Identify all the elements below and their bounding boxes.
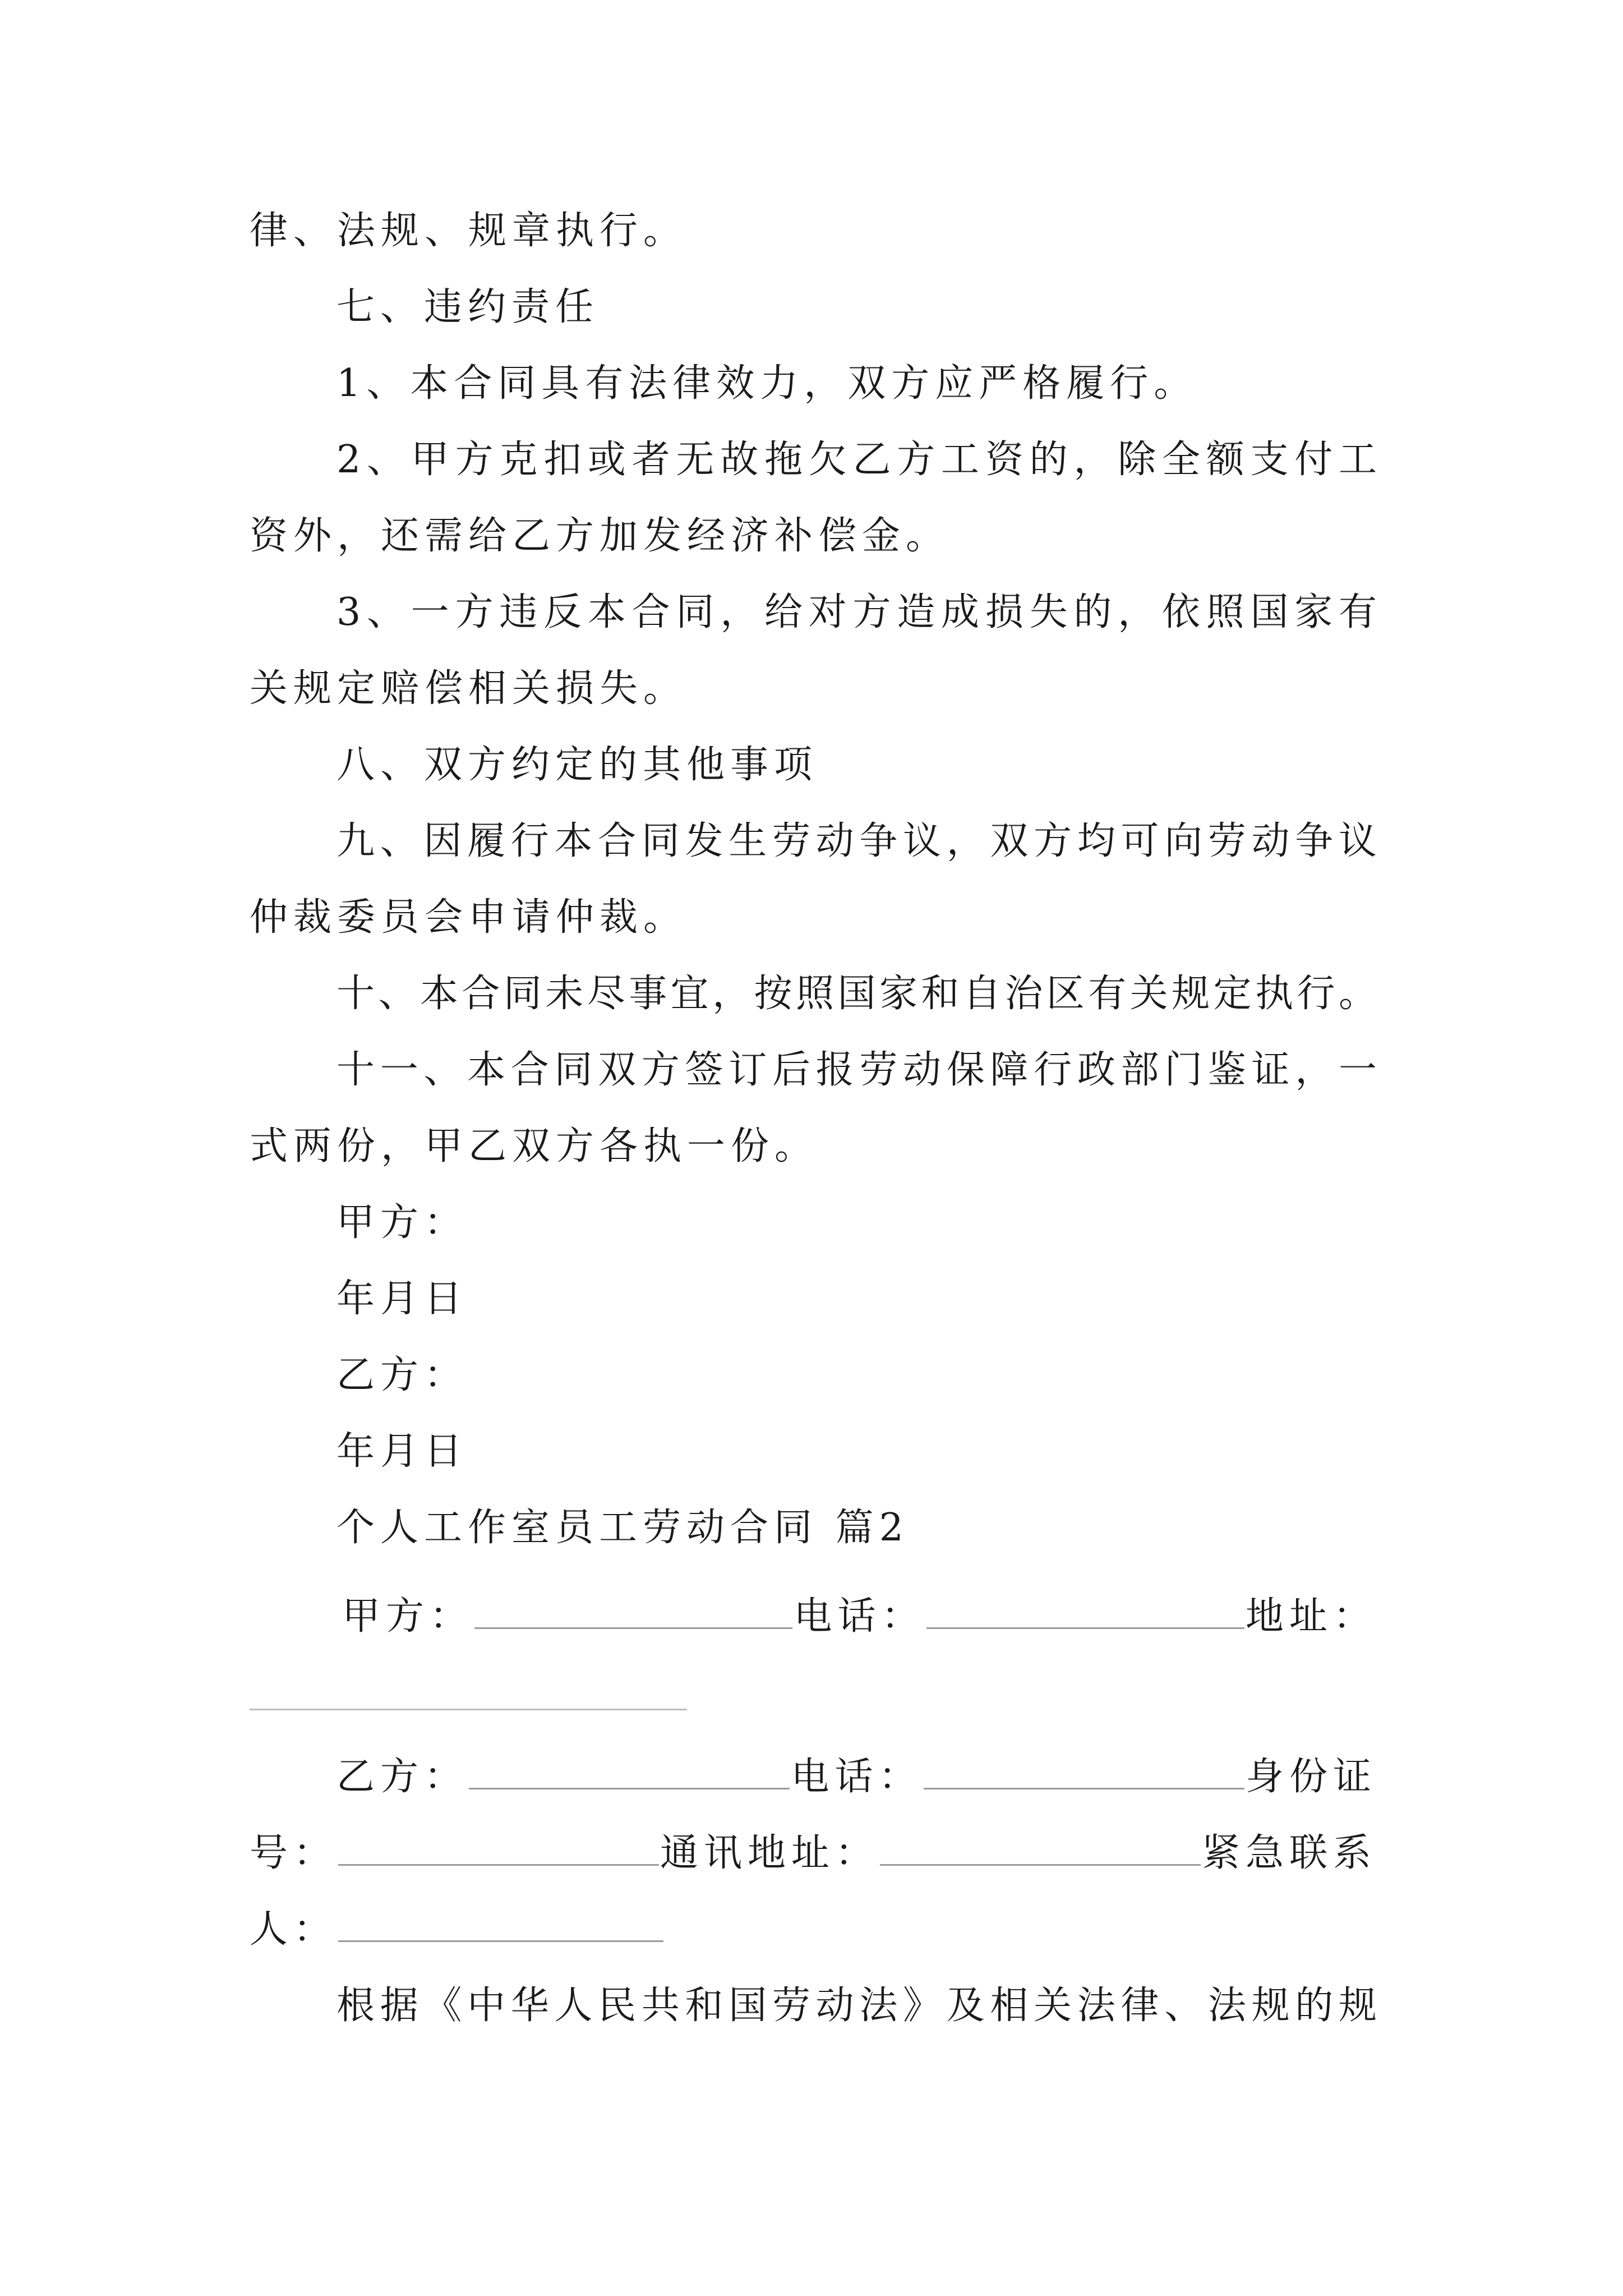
paragraph-line: 3、一方违反本合同，给对方造成损失的，依照国家有 xyxy=(336,590,1377,634)
phone-blank[interactable] xyxy=(924,1786,1244,1789)
signature-party-b: 乙方： xyxy=(336,1353,468,1397)
emergency-form-row xyxy=(250,1907,665,1952)
paragraph-line: 关规定赔偿相关损失。 xyxy=(250,666,688,711)
phone-blank[interactable] xyxy=(926,1626,1244,1629)
phone-label: 电话： xyxy=(794,1594,925,1639)
paragraph-line: 2、甲方克扣或者无故拖欠乙方工资的，除全额支付工 xyxy=(336,438,1377,482)
paragraph-line: 式两份，甲乙双方各执一份。 xyxy=(250,1124,819,1168)
party-b-label: 乙方： xyxy=(336,1755,468,1799)
paragraph-line: 十一、本合同双方签订后报劳动保障行政部门鉴证，一 xyxy=(336,1048,1377,1092)
paragraph-line: 九、因履行本合同发生劳动争议，双方均可向劳动争议 xyxy=(336,819,1377,863)
id-number-blank[interactable] xyxy=(338,1862,659,1866)
party-b-blank[interactable] xyxy=(469,1786,790,1789)
paragraph-line: 律、法规、规章执行。 xyxy=(250,209,688,253)
phone-label: 电话： xyxy=(791,1755,923,1799)
paragraph-line: 1、本合同具有法律效力，双方应严格履行。 xyxy=(336,361,1198,406)
emergency-contact-label: 紧急联系 xyxy=(1201,1831,1377,1875)
address-blank[interactable] xyxy=(250,1709,687,1710)
emergency-contact-label-cont: 人： xyxy=(250,1907,338,1952)
section-heading: 七、违约责任 xyxy=(336,285,600,329)
signature-party-a: 甲方： xyxy=(336,1200,468,1245)
paragraph-line: 资外，还需给乙方加发经济补偿金。 xyxy=(250,514,950,558)
party-a-label: 甲方： xyxy=(342,1594,474,1639)
party-a-blank[interactable] xyxy=(474,1626,792,1629)
emergency-contact-blank[interactable] xyxy=(338,1939,663,1942)
id-number-label: 身份证 xyxy=(1245,1755,1377,1799)
signature-date: 年月日 xyxy=(336,1429,468,1474)
mail-address-label: 通讯地址： xyxy=(660,1831,879,1875)
paragraph-line: 十、本合同未尽事宜，按照国家和自治区有关规定执行。 xyxy=(336,972,1377,1016)
mail-address-blank[interactable] xyxy=(880,1862,1201,1866)
section-heading: 八、双方约定的其他事项 xyxy=(336,743,818,787)
contract-title: 个人工作室员工劳动合同 篇2 xyxy=(336,1506,909,1550)
id-mail-form-row xyxy=(250,1831,1377,1876)
party-b-form-row xyxy=(336,1755,1377,1800)
id-number-label-cont: 号： xyxy=(250,1831,338,1875)
paragraph-line: 根据《中华人民共和国劳动法》及相关法律、法规的规 xyxy=(336,1984,1377,2028)
address-label: 地址： xyxy=(1245,1594,1377,1639)
party-a-form-row xyxy=(342,1594,1377,1639)
signature-date: 年月日 xyxy=(336,1277,468,1321)
paragraph-line: 仲裁委员会申请仲裁。 xyxy=(250,895,688,940)
